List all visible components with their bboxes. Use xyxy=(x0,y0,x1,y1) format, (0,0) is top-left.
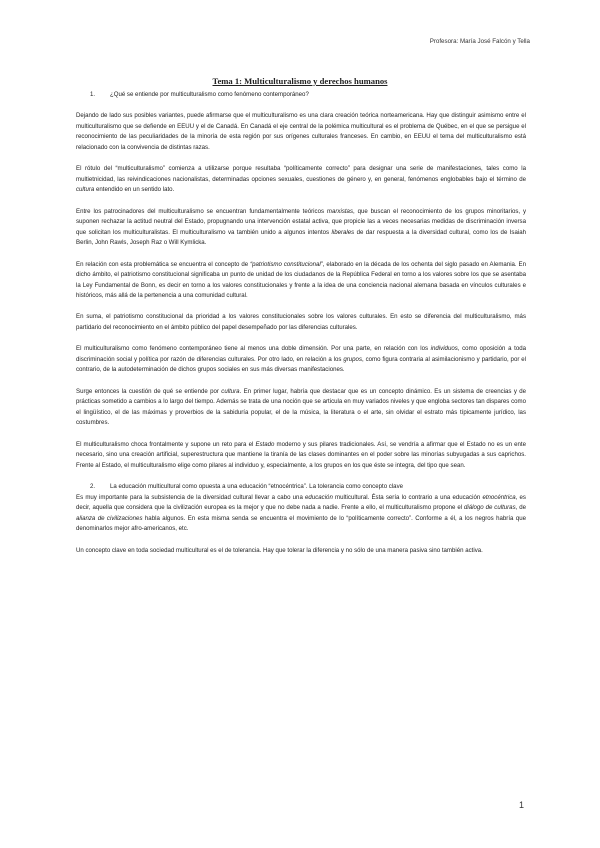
text-run: Entre los patrocinadores del multiculturalismo se encuentran fundamentalmente teóricos xyxy=(76,207,327,215)
text-run: . En primer lugar, habría que destacar que es un concepto dinámico. Es un sistema de creencias y de prácticas sometido a cambios a lo largo del tiempo. Además se trata de una noción que se articula en muy variados niveles y que engloba sectores tan dispares como el lingüístico, el de las máximas y proverbios de la sabiduría popular, el de la música, la literatura o el arte, sin olvidar el estrato más típicamente jurídico, las costumbres. xyxy=(76,387,527,427)
text-run: multicultural. Ésta sería lo contrario a una educación xyxy=(332,493,483,501)
document-title: Tema 1: Multiculturalismo y derechos humanos xyxy=(212,76,388,86)
italic-term: individuos xyxy=(430,345,458,353)
italic-term: cultura xyxy=(221,387,240,395)
text-run: Surge entonces la cuestión de qué se entiende por xyxy=(76,387,222,395)
italic-term: diálogo de culturas xyxy=(464,504,516,512)
page-number: 1 xyxy=(518,800,524,810)
italic-term: liberales xyxy=(331,228,355,236)
paragraph-5: En suma, el patriotismo constitucional da prioridad a los valores constitucionales sobre los valores culturales. En esto se diferencia del multiculturalismo, más partidario del reconocimiento en el ámbito público del papel desempeñado por las diferencias culturales. xyxy=(76,313,526,332)
page-header-author: Profesora: María José Falcón y Tella xyxy=(429,38,530,45)
italic-term: marxistas xyxy=(326,207,353,215)
italic-term: alianza de civilizaciones xyxy=(76,514,143,522)
text-run: moderno y sus pilares tradicionales. Así, se vendría a afirmar que el Estado no es un ente necesario, sino una creación artificial, superestructura que mantiene la tiranía de las clases dominantes en el poder sobre las minorías subyugadas a sus caprichos. Frente al Estado, el multiculturalismo elige como pilares al individuo y, especialmente, a los grupos en los que éste se integra, del tipo que sean. xyxy=(76,440,526,469)
paragraph-2 xyxy=(76,164,526,196)
text-run: de dar respuesta a la diversidad cultural, como los de Isaiah Berlin, John Rawls, Joseph Raz o Will Kymlicka. xyxy=(76,228,527,247)
italic-term: “patriotismo constitucional” xyxy=(250,260,323,268)
text-run: , como figura contraria al asimilacionismo y partidario, por el contrario, de la autodeterminación de dichos grupos sociales en sus más diversas manifestaciones. xyxy=(76,355,527,374)
paragraph-3 xyxy=(76,207,526,249)
italic-term: etnocéntrica xyxy=(482,493,516,501)
paragraph-6 xyxy=(76,344,526,376)
text-run: El multiculturalismo choca frontalmente y supone un reto para el xyxy=(76,440,256,448)
paragraph-8 xyxy=(76,440,526,472)
text-run: , que buscan el reconocimiento de los grupos minoritarios, y suponen rechazar la actitud neutral del Estado, propugnando una intervención estatal activa, que propicie las a veces necesarias medidas de discriminación inversa que solicitan los multiculturalistas. El multiculturalismo va también unido a algunos intentos xyxy=(76,207,527,236)
text-run: El multiculturalismo como fenómeno contemporáneo tiene al menos una doble dimensión. Por una parte, en relación con los xyxy=(76,345,431,353)
paragraph-10: Un concepto clave en toda sociedad multicultural es el de tolerancia. Hay que tolerar la diferencia y no sólo de una manera pasiva sino también activa. xyxy=(76,546,483,554)
paragraph-7 xyxy=(76,387,526,429)
italic-term: grupos xyxy=(343,355,362,363)
section-number: 1. xyxy=(90,91,96,98)
text-run: Es muy importante para la subsistencia de la diversidad cultural llevar a cabo una xyxy=(76,493,306,501)
document-body xyxy=(76,90,526,567)
text-run: habla algunos. En esta misma senda se encuentra el movimiento de lo “políticamente correcto”. Conforme a él, a los negros habría que denominarlos mejor afro-americanos, etc. xyxy=(76,514,526,533)
section-heading-1 xyxy=(76,90,526,101)
text-run: El rótulo del “multiculturalismo” comienza a utilizarse porque resultaba “políticamente correcto” para designar una serie de manifestaciones, tales como la multietnicidad, las reivindicaciones nacionalistas, determinadas opciones sexuales, cuestiones de género y, en general, fenómenos englobables bajo el término de xyxy=(76,165,526,183)
section-heading-text: La educación multicultural como opuesta a una educación “etnocéntrica”. La tolerancia como concepto clave xyxy=(110,482,404,490)
paragraph-1: Dejando de lado sus posibles variantes, puede afirmarse que el multiculturalismo es una clara creación teórica norteamericana. Hay que distinguir asimismo entre el multiculturalismo que se defiende en EEUU y el de Canadá. En Canadá el eje central de la polémica multicultural es el problema de Québec, en el que se persigue el reconocimiento de las peculiaridades de la minoría de esta región por sus orígenes culturales franceses. En cambio, en EEUU el tema del multiculturalismo está relacionado con la convivencia de distintas razas. xyxy=(76,112,526,151)
text-run: , es decir, aquella que considera que la civilización europea es la mejor y que no debe nada a nadie. Frente a ello, el multiculturalismo propone el xyxy=(76,493,526,512)
text-run: , de xyxy=(515,504,527,512)
section-number: 2. xyxy=(90,482,96,490)
section-heading-text: ¿Qué se entiende por multiculturalismo como fenómeno contemporáneo? xyxy=(110,91,309,98)
italic-term: cultura xyxy=(76,186,95,194)
italic-term: Estado xyxy=(255,440,275,448)
italic-term: educación xyxy=(305,493,333,501)
paragraph-4 xyxy=(76,260,526,302)
paragraph-9 xyxy=(76,493,526,535)
text-run: En relación con esta problemática se encuentra el concepto de xyxy=(76,260,251,268)
text-run: , elaborado en la década de los ochenta del siglo pasado en Alemania. En dicho ámbito, el patriotismo constitucional significaba un punto de unidad de los ciudadanos de la República Federal en torno a los valores sobre los que se asentaba la Ley Fundamental de Bonn, es decir en torno a los valores constitucionales y frente a la idea de una conciencia nacional alemana basada en vínculos culturales e históricos, más allá de la pertenencia a una comunidad cultural. xyxy=(76,260,527,300)
text-run: , como oposición a toda discriminación social y política por razón de diferencias culturales. Por otro lado, en relación a los xyxy=(76,345,526,363)
section-heading-2 xyxy=(76,482,526,493)
text-run: entendido en un sentido lato. xyxy=(94,186,175,194)
